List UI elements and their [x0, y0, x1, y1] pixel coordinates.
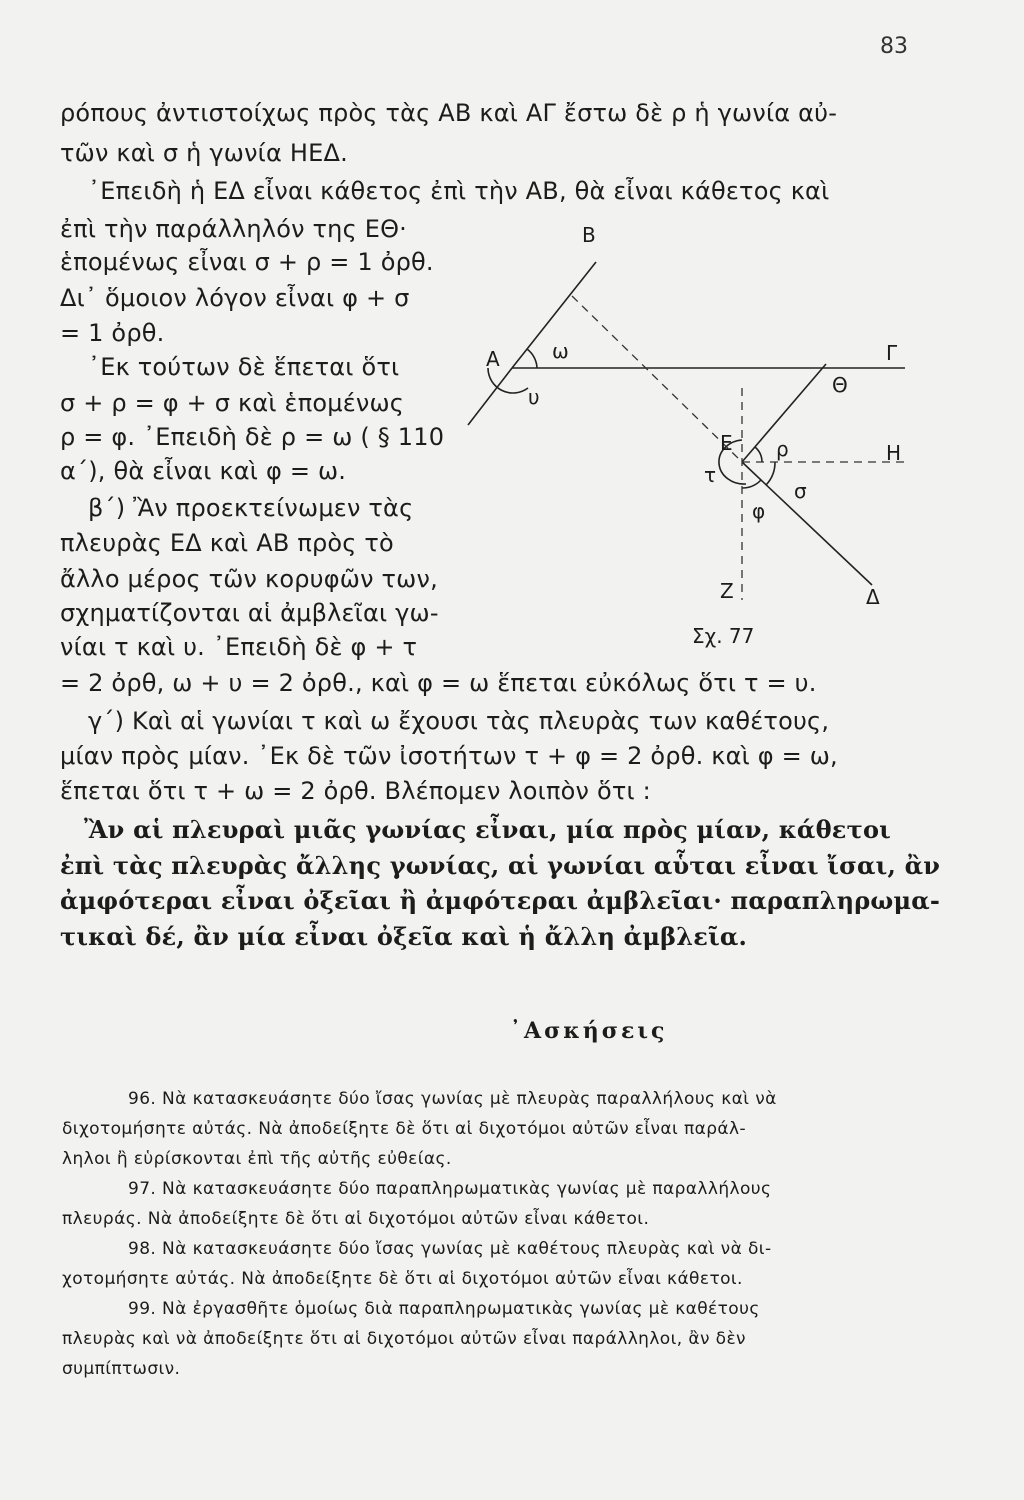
- exercise-line: ληλοι ἢ εὑρίσκονται ἐπὶ τῆς αὐτῆς εὐθείας.: [62, 1149, 452, 1169]
- exercise-line: χοτομήσητε αὐτάς. Νὰ ἀποδείξητε δὲ ὅτι αἱ διχοτόμοι αὐτῶν εἶναι κάθετοι.: [62, 1269, 743, 1289]
- body-line: ᾿Επειδὴ ἡ ΕΔ εἶναι κάθετος ἐπὶ τὴν ΑΒ, θὰ εἶναι κάθετος καὶ: [88, 177, 830, 205]
- body-line: ἐπὶ τὴν παράλληλόν της ΕΘ·: [60, 215, 407, 243]
- body-line: σχηματίζονται αἱ ἀμβλεῖαι γω-: [60, 599, 439, 627]
- arc-omega: [527, 349, 537, 368]
- page-number: 83: [880, 34, 908, 59]
- exercise-line: πλευρὰς καὶ νὰ ἀποδείξητε ὅτι αἱ διχοτόμοι αὐτῶν εἶναι παράλληλοι, ἂν δὲν: [62, 1329, 746, 1349]
- label-A: Α: [486, 347, 500, 371]
- body-line: ρ = φ. ᾿Επειδὴ δὲ ρ = ω ( § 110: [60, 423, 445, 451]
- exercise-line: 98. Νὰ κατασκευάσητε δύο ἴσας γωνίας μὲ καθέτους πλευρὰς καὶ νὰ δι-: [128, 1239, 772, 1259]
- label-Th: Θ: [832, 373, 848, 397]
- label-H: Η: [886, 441, 902, 465]
- theorem-line: Ἂν αἱ πλευραὶ μιᾶς γωνίας εἶναι, μία πρὸς μίαν, κάθετοι: [84, 815, 891, 844]
- theorem-line: τικαὶ δέ, ἂν μία εἶναι ὀξεῖα καὶ ἡ ἄλλη ἀμβλεῖα.: [60, 922, 748, 951]
- exercises-heading: ᾿Ασκήσεις: [510, 1018, 668, 1044]
- body-line: ἑπομένως εἶναι σ + ρ = 1 ὀρθ.: [60, 248, 434, 276]
- figure-caption: Σχ. 77: [692, 624, 755, 648]
- label-tau: τ: [704, 463, 717, 487]
- exercise-line: διχοτομήσητε αὐτάς. Νὰ ἀποδείξητε δὲ ὅτι αἱ διχοτόμοι αὐτῶν εἶναι παράλ-: [62, 1119, 747, 1139]
- label-B: Β: [582, 223, 596, 247]
- theorem-line: ἐπὶ τὰς πλευρὰς ἄλλης γωνίας, αἱ γωνίαι αὗται εἶναι ἴσαι, ἂν: [60, 851, 941, 880]
- body-line: = 2 ὀρθ, ω + υ = 2 ὀρθ., καὶ φ = ω ἕπεται εὐκόλως ὅτι τ = υ.: [60, 669, 817, 697]
- body-line: Δι᾿ ὅμοιον λόγον εἶναι φ + σ: [60, 284, 410, 312]
- label-phi: φ: [752, 499, 766, 523]
- label-D: Δ: [866, 585, 880, 609]
- body-line: α΄), θὰ εἶναι καὶ φ = ω.: [60, 457, 347, 485]
- label-G: Γ: [886, 341, 898, 365]
- body-line: ἄλλο μέρος τῶν κορυφῶν των,: [60, 565, 438, 593]
- exercise-line: 99. Νὰ ἐργασθῆτε ὁμοίως διὰ παραπληρωματικὰς γωνίας μὲ καθέτους: [128, 1299, 760, 1319]
- body-line: ἕπεται ὅτι τ + ω = 2 ὀρθ. Βλέπομεν λοιπὸν ὅτι :: [60, 777, 651, 805]
- arc-upsilon: [488, 368, 528, 393]
- body-line: νίαι τ καὶ υ. ᾿Επειδὴ δὲ φ + τ: [60, 633, 418, 661]
- body-line: = 1 ὀρθ.: [60, 319, 165, 347]
- arc-sigma: [766, 462, 775, 485]
- label-sigma: σ: [794, 479, 807, 503]
- line-ED: [742, 462, 872, 585]
- line-BD-dashed: [572, 296, 742, 462]
- exercise-line: 97. Νὰ κατασκευάσητε δύο παραπληρωματικὰς γωνίας μὲ παραλλήλους: [128, 1179, 772, 1199]
- body-line: β΄) Ἂν προεκτείνωμεν τὰς: [88, 494, 414, 522]
- label-omega: ω: [552, 339, 569, 363]
- arc-rho: [755, 447, 762, 462]
- label-rho: ρ: [776, 437, 789, 461]
- label-Z: Ζ: [720, 579, 734, 603]
- body-line: ᾿Εκ τούτων δὲ ἕπεται ὅτι: [88, 353, 400, 381]
- body-line: σ + ρ = φ + σ καὶ ἑπομένως: [60, 389, 405, 417]
- exercise-line: 96. Νὰ κατασκευάσητε δύο ἴσας γωνίας μὲ πλευρὰς παραλλήλους καὶ νὰ: [128, 1089, 777, 1109]
- label-E: Ε: [720, 431, 733, 455]
- exercise-line: πλευράς. Νὰ ἀποδείξητε δὲ ὅτι αἱ διχοτόμοι αὐτῶν εἶναι κάθετοι.: [62, 1209, 650, 1229]
- body-line: ρόπους ἀντιστοίχως πρὸς τὰς ΑΒ καὶ ΑΓ ἔστω δὲ ρ ἡ γωνία αὐ-: [60, 99, 838, 127]
- body-line: μίαν πρὸς μίαν. ᾿Εκ δὲ τῶν ἰσοτήτων τ + φ = 2 ὀρθ. καὶ φ = ω,: [60, 742, 838, 770]
- body-line: τῶν καὶ σ ἡ γωνία ΗΕΔ.: [60, 139, 348, 167]
- body-line: πλευρὰς ΕΔ καὶ ΑΒ πρὸς τὸ: [60, 529, 394, 557]
- theorem-line: ἀμφότεραι εἶναι ὀξεῖαι ἢ ἀμφότεραι ἀμβλεῖαι· παραπληρωμα-: [60, 886, 941, 915]
- exercise-line: συμπίπτωσιν.: [62, 1359, 181, 1379]
- body-line: γ΄) Καὶ αἱ γωνίαι τ καὶ ω ἔχουσι τὰς πλευρὰς των καθέτους,: [88, 707, 830, 735]
- label-upsilon: υ: [528, 385, 540, 409]
